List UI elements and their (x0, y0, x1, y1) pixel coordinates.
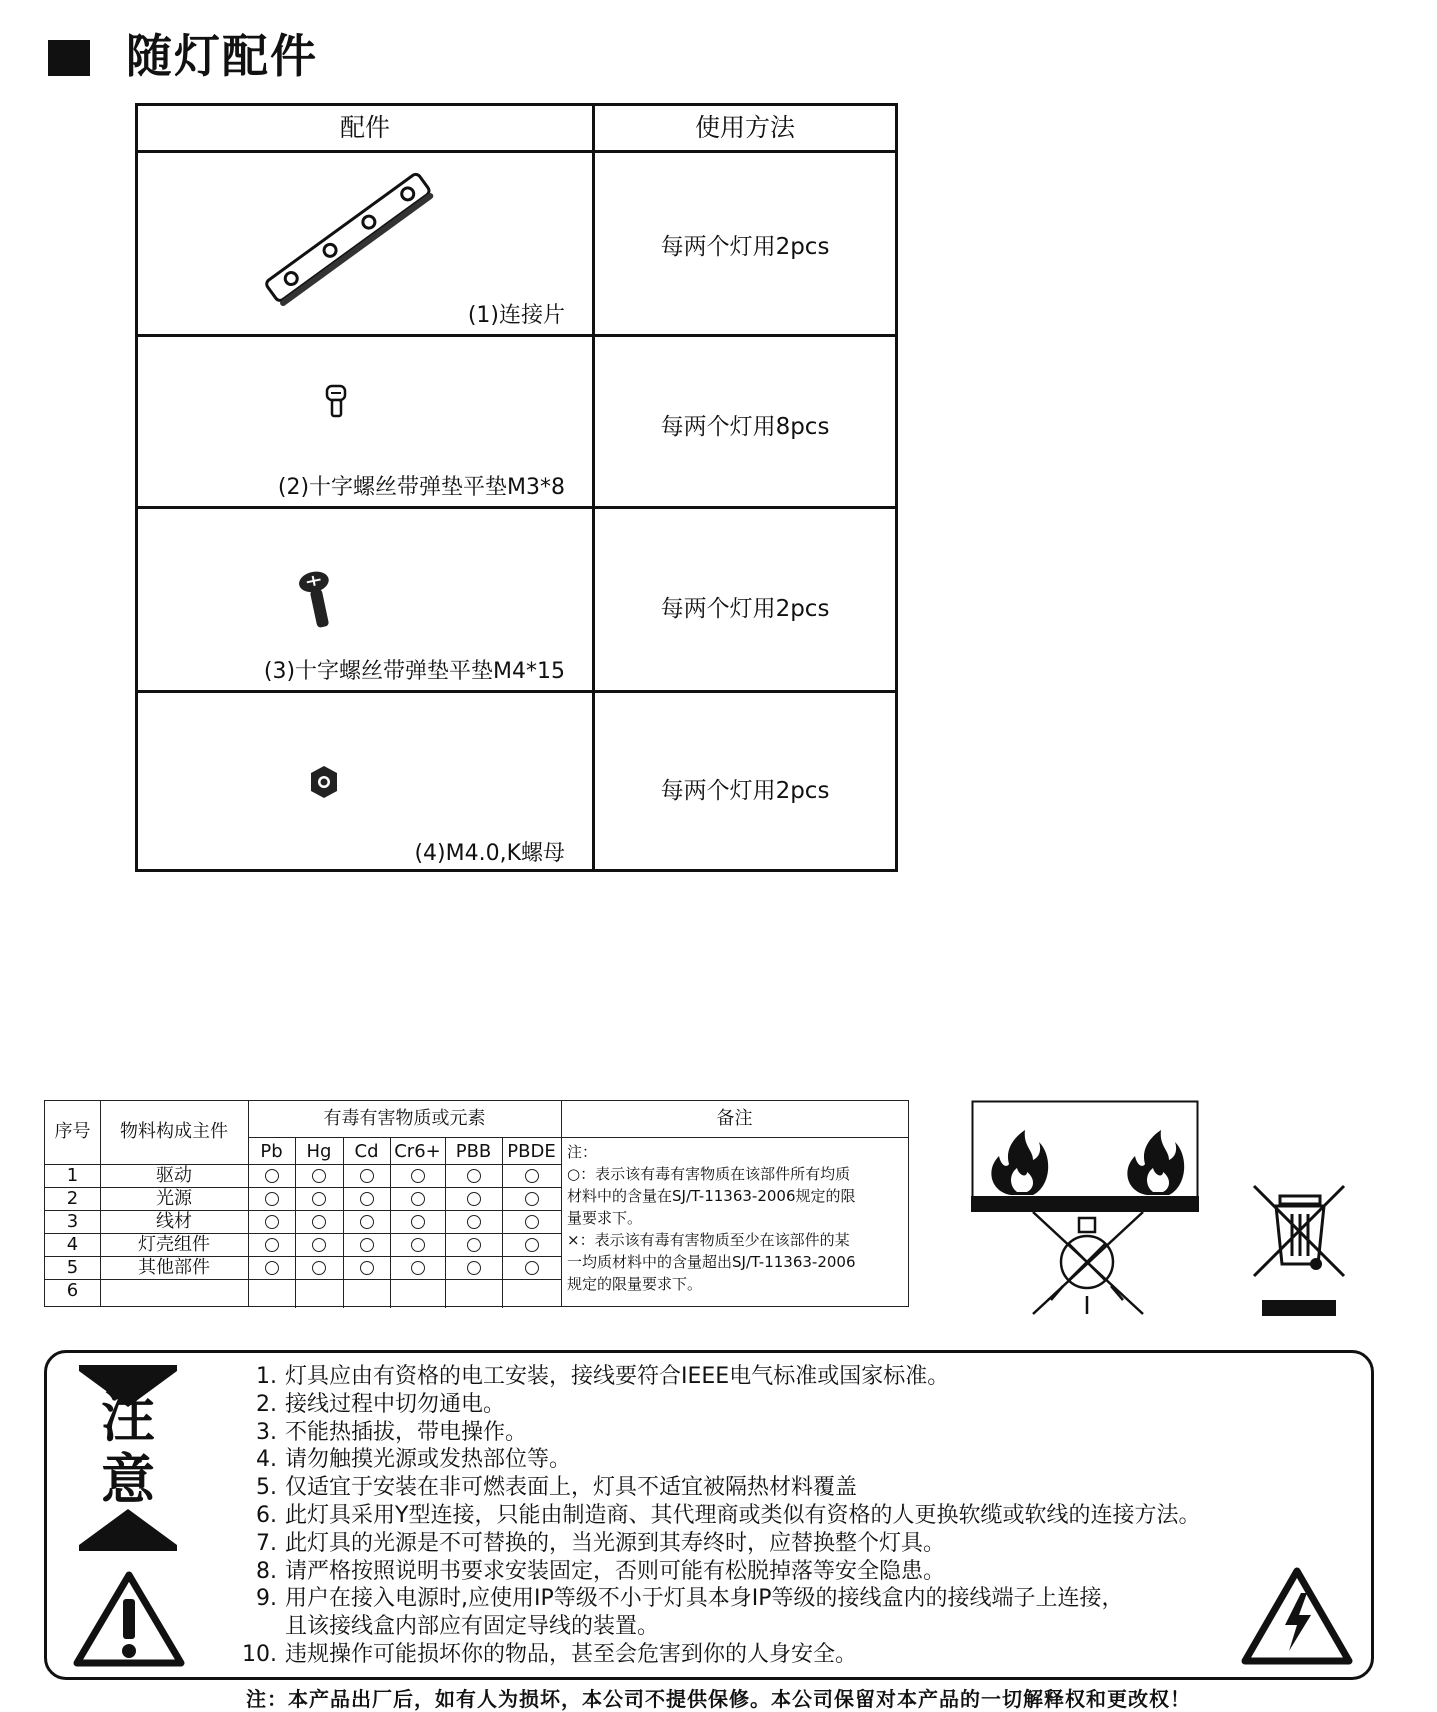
caution-char: 注 (101, 1386, 155, 1449)
row-seq: 5 (66, 1257, 79, 1278)
compliant-mark-icon (467, 1238, 481, 1252)
table-divider (138, 506, 895, 509)
remark-line: 注： (567, 1143, 598, 1161)
table-divider (561, 1137, 908, 1138)
remark-line: 量要求下。 (567, 1209, 643, 1227)
compliant-mark-icon (265, 1261, 279, 1275)
caution-item (237, 1530, 1200, 1558)
substance-header: PBB (455, 1141, 492, 1162)
header-accessory: 配件 (339, 113, 390, 142)
substance-header: Cr6+ (394, 1141, 441, 1162)
compliant-mark-icon (411, 1261, 425, 1275)
footer-note: 注：本产品出厂后，如有人为损坏，本公司不提供保修。本公司保留对本产品的一切解释权和更改权！ (246, 1687, 1191, 1711)
caution-item-number: 3. (256, 1419, 277, 1445)
caution-item (237, 1502, 1200, 1530)
compliant-mark-icon (467, 1261, 481, 1275)
accessory-usage: 每两个灯用2pcs (660, 596, 830, 622)
remark-line: 规定的限量要求下。 (567, 1275, 703, 1293)
substance-header: Pb (260, 1141, 283, 1162)
accessory-label: (4)M4.0,K螺母 (414, 841, 565, 866)
large-screw-icon (298, 569, 342, 633)
compliant-mark-icon (467, 1215, 481, 1229)
caution-item-number: 4. (256, 1447, 277, 1473)
compliant-mark-icon (411, 1238, 425, 1252)
table-divider (45, 1279, 561, 1280)
accessory-usage: 每两个灯用8pcs (660, 414, 830, 440)
row-part: 驱动 (156, 1165, 192, 1186)
table-divider (248, 1101, 249, 1306)
row-part: 光源 (156, 1188, 192, 1209)
compliant-mark-icon (411, 1192, 425, 1206)
caution-item-text: 此灯具采用Y型连接，只能由制造商、其代理商或类似有资格的人更换软缆或软线的连接方法。 (285, 1502, 1201, 1528)
caution-list (237, 1363, 1200, 1669)
remark-line: ○：表示该有毒有害物质在该部件所有均质 (567, 1165, 851, 1183)
compliant-mark-icon (525, 1169, 539, 1183)
compliant-mark-icon (360, 1169, 374, 1183)
table-divider (138, 690, 895, 693)
compliant-mark-icon (360, 1215, 374, 1229)
header-part: 物料构成主件 (120, 1121, 228, 1142)
electric-hazard-icon (1241, 1567, 1353, 1667)
caution-box (44, 1350, 1374, 1680)
small-screw-icon (323, 384, 353, 420)
hazardous-substance-table (44, 1100, 909, 1307)
compliant-mark-icon (411, 1215, 425, 1229)
row-seq: 6 (66, 1280, 79, 1301)
caution-item-text: 此灯具的光源是不可替换的，当光源到其寿终时，应替换整个灯具。 (285, 1530, 946, 1556)
accessory-label: (3)十字螺丝带弹垫平垫M4*15 (263, 659, 565, 684)
compliant-mark-icon (411, 1169, 425, 1183)
nut-icon (306, 764, 342, 800)
accessories-table (135, 103, 898, 872)
accessory-usage: 每两个灯用2pcs (660, 234, 830, 260)
caution-item-text: 请严格按照说明书要求安装固定，否则可能有松脱掉落等安全隐患。 (285, 1558, 946, 1584)
caution-item-number (237, 1613, 285, 1641)
caution-item (237, 1585, 1200, 1613)
caution-item-text: 用户在接入电源时,应使用IP等级不小于灯具本身IP等级的接线盒内的接线端子上连接， (285, 1586, 1124, 1612)
warning-exclamation-icon (73, 1571, 185, 1667)
remark-line: 材料中的含量在SJ/T-11363-2006规定的限 (567, 1187, 856, 1205)
caution-item (237, 1391, 1200, 1419)
caution-item-text: 接线过程中切勿通电。 (285, 1391, 506, 1417)
caution-item-number: 9. (256, 1586, 277, 1612)
compliant-mark-icon (467, 1192, 481, 1206)
caution-item-number: 6. (256, 1502, 277, 1528)
caution-item-number: 2. (256, 1391, 277, 1417)
header-remark: 备注 (716, 1108, 753, 1129)
row-part: 线材 (156, 1211, 192, 1232)
remark-line: 一均质材料中的含量超出SJ/T-11363-2006 (567, 1253, 856, 1271)
compliant-mark-icon (360, 1192, 374, 1206)
row-seq: 4 (66, 1234, 79, 1255)
compliant-mark-icon (525, 1238, 539, 1252)
compliant-mark-icon (525, 1261, 539, 1275)
table-divider (138, 334, 895, 337)
accessory-label: (1)连接片 (467, 303, 565, 328)
compliant-mark-icon (312, 1215, 326, 1229)
caution-item (237, 1613, 1200, 1641)
caution-item-number: 5. (256, 1475, 277, 1501)
caution-item (237, 1419, 1200, 1447)
compliant-mark-icon (265, 1169, 279, 1183)
caution-char: 意 (101, 1448, 155, 1511)
header-substances: 有毒有害物质或元素 (323, 1108, 486, 1129)
row-seq: 1 (66, 1165, 79, 1186)
compliant-mark-icon (360, 1238, 374, 1252)
compliant-mark-icon (525, 1215, 539, 1229)
substance-header: Cd (354, 1141, 379, 1162)
substance-header: PBDE (507, 1141, 556, 1162)
table-divider (561, 1101, 562, 1306)
title-square-icon (48, 40, 90, 76)
caution-item (237, 1558, 1200, 1586)
compliant-mark-icon (312, 1238, 326, 1252)
remark-line: ×：表示该有毒有害物质至少在该部件的某 (567, 1231, 850, 1249)
caution-item (237, 1474, 1200, 1502)
caution-item-text: 仅适宜于安装在非可燃表面上，灯具不适宜被隔热材料覆盖 (285, 1475, 858, 1501)
substance-header: Hg (306, 1141, 332, 1162)
caution-item (237, 1363, 1200, 1391)
caution-item-text: 违规操作可能损坏你的物品，甚至会危害到你的人身安全。 (285, 1641, 858, 1667)
row-seq: 3 (66, 1211, 79, 1232)
compliant-mark-icon (312, 1169, 326, 1183)
caution-item-number: 10. (242, 1641, 277, 1667)
weee-bin-icon (1250, 1182, 1348, 1318)
table-divider (138, 150, 895, 153)
row-seq: 2 (66, 1188, 79, 1209)
fire-surface-icon (971, 1100, 1199, 1320)
compliant-mark-icon (265, 1238, 279, 1252)
accessory-label: (2)十字螺丝带弹垫平垫M3*8 (277, 475, 565, 500)
caution-item-text: 请勿触摸光源或发热部位等。 (285, 1447, 572, 1473)
table-divider (248, 1137, 561, 1138)
compliant-mark-icon (467, 1169, 481, 1183)
caution-item-number: 7. (256, 1530, 277, 1556)
compliant-mark-icon (265, 1192, 279, 1206)
page-title: 随灯配件 (126, 29, 318, 83)
header-seq: 序号 (54, 1121, 91, 1142)
caution-item (237, 1446, 1200, 1474)
row-part: 其他部件 (138, 1257, 210, 1278)
accessory-usage: 每两个灯用2pcs (660, 778, 830, 804)
caution-item-text: 不能热插拔，带电操作。 (285, 1419, 528, 1445)
compliant-mark-icon (265, 1215, 279, 1229)
caution-item-number: 1. (256, 1364, 277, 1389)
header-usage: 使用方法 (694, 113, 795, 142)
compliant-mark-icon (312, 1192, 326, 1206)
caution-item-number: 8. (256, 1558, 277, 1584)
compliant-mark-icon (312, 1261, 326, 1275)
remark-notes (567, 1141, 856, 1295)
caution-item-text: 且该接线盒内部应有固定导线的装置。 (285, 1614, 660, 1640)
caution-item (237, 1641, 1200, 1669)
connector-plate-icon (248, 166, 448, 316)
compliant-mark-icon (525, 1192, 539, 1206)
table-divider (592, 106, 595, 869)
row-part: 灯壳组件 (138, 1234, 210, 1255)
caution-item-text: 灯具应由有资格的电工安装，接线要符合IEEE电气标准或国家标准。 (285, 1364, 950, 1389)
compliant-mark-icon (360, 1261, 374, 1275)
